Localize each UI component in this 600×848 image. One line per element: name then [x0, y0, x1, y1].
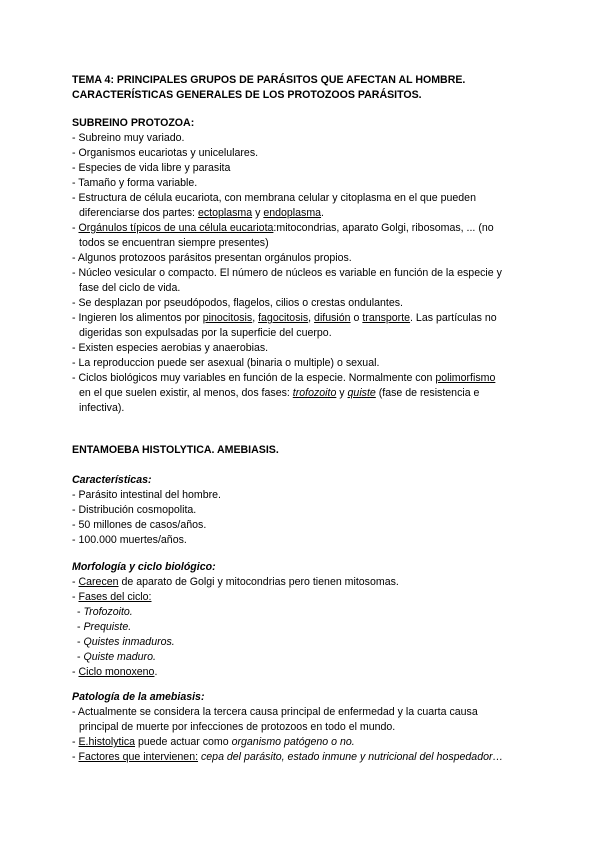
subreino-line: todos se encuentran siempre presentes) — [79, 237, 269, 249]
term-transporte: transporte — [362, 312, 411, 324]
subreino-line: - Estructura de célula eucariota, con membrana celular y citoplasma en el que pueden — [72, 192, 476, 204]
term-ciclo-monoxeno: Ciclo monoxeno — [78, 666, 155, 678]
term-trofozoito: trofozoito — [292, 387, 337, 399]
patologia-line: - Actualmente se considera la tercera causa principal de enfermedad y la cuarta causa — [72, 706, 478, 718]
subreino-line: digeridas son expulsadas por la superficie del cuerpo. — [79, 327, 332, 339]
morfologia-line: - Carecen de aparato de Golgi y mitocondrias pero tienen mitosomas. — [72, 576, 399, 588]
term-ehistolytica: E.histolytica — [78, 736, 136, 748]
subreino-line: - La reproduccion puede ser asexual (binaria o multiple) o sexual. — [72, 357, 380, 369]
fase-item: - Prequiste. — [77, 621, 132, 633]
term-fases: Fases del ciclo: — [78, 591, 152, 603]
fase-item: - Quistes inmaduros. — [77, 636, 175, 648]
caracteristica-item: - Parásito intestinal del hombre. — [72, 489, 221, 501]
term-organulos: Orgánulos típicos de una célula eucariota — [78, 222, 274, 234]
title-line-1: TEMA 4: PRINCIPALES GRUPOS DE PARÁSITOS QUE AFECTAN AL HOMBRE. — [72, 74, 466, 86]
subreino-line: - Ciclos biológicos muy variables en función de la especie. Normalmente con polimorfismo — [72, 372, 496, 384]
title-line-2: CARACTERÍSTICAS GENERALES DE LOS PROTOZOOS PARÁSITOS. — [72, 89, 422, 101]
subreino-line: - Algunos protozoos parásitos presentan orgánulos propios. — [72, 252, 352, 264]
morfologia-heading: Morfología y ciclo biológico: — [72, 561, 216, 573]
caracteristicas-heading: Características: — [72, 474, 152, 486]
caracteristica-item: - 50 millones de casos/años. — [72, 519, 207, 531]
term-ectoplasma: ectoplasma — [197, 207, 253, 219]
subreino-heading: SUBREINO PROTOZOA: — [72, 117, 195, 129]
term-fagocitosis: fagocitosis — [258, 312, 309, 324]
subreino-line: - Se desplazan por pseudópodos, flagelos, cilios o crestas ondulantes. — [72, 297, 403, 309]
term-endoplasma: endoplasma — [263, 207, 322, 219]
subreino-line: - Existen especies aerobias y anaerobias. — [72, 342, 269, 354]
term-polimorfismo: polimorfismo — [435, 372, 496, 384]
term-difusion: difusión — [314, 312, 351, 324]
subreino-line: - Núcleo vesicular o compacto. El número de núcleos es variable en función de la especie y — [72, 267, 502, 279]
caracteristica-item: - 100.000 muertes/años. — [72, 534, 187, 546]
morfologia-line: - Ciclo monoxeno. — [72, 666, 158, 678]
morfologia-line: - Fases del ciclo: — [72, 591, 152, 603]
patologia-line: - E.histolytica puede actuar como organismo patógeno o no. — [72, 736, 355, 748]
term-carecen: Carecen — [78, 576, 119, 588]
subreino-line: fase del ciclo de vida. — [79, 282, 181, 294]
subreino-line: - Tamaño y forma variable. — [72, 177, 198, 189]
term-pinocitosis: pinocitosis — [202, 312, 253, 324]
subreino-line: - Subreino muy variado. — [72, 132, 185, 144]
caracteristica-item: - Distribución cosmopolita. — [72, 504, 197, 516]
patologia-line: principal de muerte por infecciones de protozoos en todo el mundo. — [79, 721, 396, 733]
subreino-line: - Especies de vida libre y parasita — [72, 162, 231, 174]
subreino-line: en el que suelen existir, al menos, dos fases: trofozoito y quiste (fase de resistencia e — [79, 387, 480, 399]
subreino-line: infectiva). — [79, 402, 125, 414]
entamoeba-heading: ENTAMOEBA HISTOLYTICA. AMEBIASIS. — [72, 444, 279, 456]
fase-item: - Trofozoito. — [77, 606, 133, 618]
patologia-line: - Factores que intervienen: cepa del parásito, estado inmune y nutricional del hospedador… — [72, 751, 504, 763]
subreino-line: - Orgánulos típicos de una célula eucariota:mitocondrias, aparato Golgi, ribosomas, ... (no — [72, 222, 494, 234]
subreino-line: diferenciarse dos partes: ectoplasma y endoplasma. — [79, 207, 324, 219]
subreino-line: - Organismos eucariotas y unicelulares. — [72, 147, 259, 159]
term-factores: Factores que intervienen: — [78, 751, 199, 763]
fase-item: - Quiste maduro. — [77, 651, 156, 663]
subreino-line: - Ingieren los alimentos por pinocitosis, fagocitosis, difusión o transporte. Las partículas no — [72, 312, 497, 324]
patologia-heading: Patología de la amebiasis: — [72, 691, 205, 703]
term-quiste: quiste — [347, 387, 376, 399]
